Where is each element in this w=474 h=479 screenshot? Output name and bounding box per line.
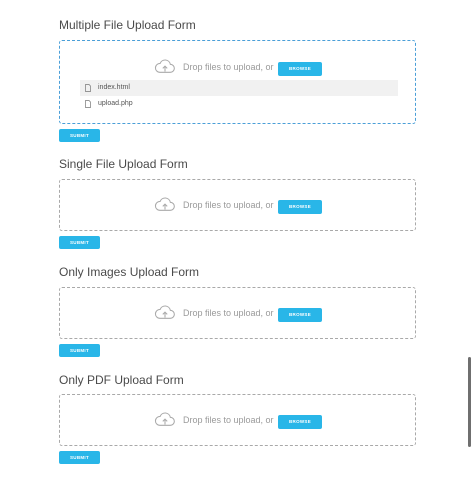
file-icon (85, 100, 91, 108)
single-upload-dropzone[interactable] (59, 179, 416, 231)
cloud-upload-icon (154, 59, 176, 75)
file-list-item (80, 96, 398, 112)
browse-button[interactable]: BROWSE (278, 308, 322, 322)
images-upload-title: Only Images Upload Form (59, 265, 200, 279)
cloud-upload-icon (154, 197, 176, 213)
browse-button[interactable]: BROWSE (278, 62, 322, 76)
pdf-upload-title: Only PDF Upload Form (59, 373, 184, 387)
multiple-submit-button[interactable]: SUBMIT (59, 129, 100, 142)
single-upload-title: Single File Upload Form (59, 157, 188, 171)
file-name: upload.php (98, 100, 133, 107)
dropzone-text: Drop files to upload, or (183, 200, 274, 210)
dropzone-text: Drop files to upload, or (183, 308, 274, 318)
images-upload-dropzone[interactable] (59, 287, 416, 339)
page-scrollbar[interactable] (468, 357, 471, 447)
file-icon (85, 84, 91, 92)
browse-button[interactable]: BROWSE (278, 415, 322, 429)
file-name: index.html (98, 84, 130, 91)
file-list-item (80, 80, 398, 96)
pdf-submit-button[interactable]: SUBMIT (59, 451, 100, 464)
single-submit-button[interactable]: SUBMIT (59, 236, 100, 249)
browse-button[interactable]: BROWSE (278, 200, 322, 214)
pdf-upload-dropzone[interactable] (59, 394, 416, 446)
cloud-upload-icon (154, 305, 176, 321)
cloud-upload-icon (154, 412, 176, 428)
dropzone-text: Drop files to upload, or (183, 62, 274, 72)
images-submit-button[interactable]: SUBMIT (59, 344, 100, 357)
multiple-upload-title: Multiple File Upload Form (59, 18, 196, 32)
dropzone-text: Drop files to upload, or (183, 415, 274, 425)
multiple-upload-dropzone[interactable] (59, 40, 416, 124)
